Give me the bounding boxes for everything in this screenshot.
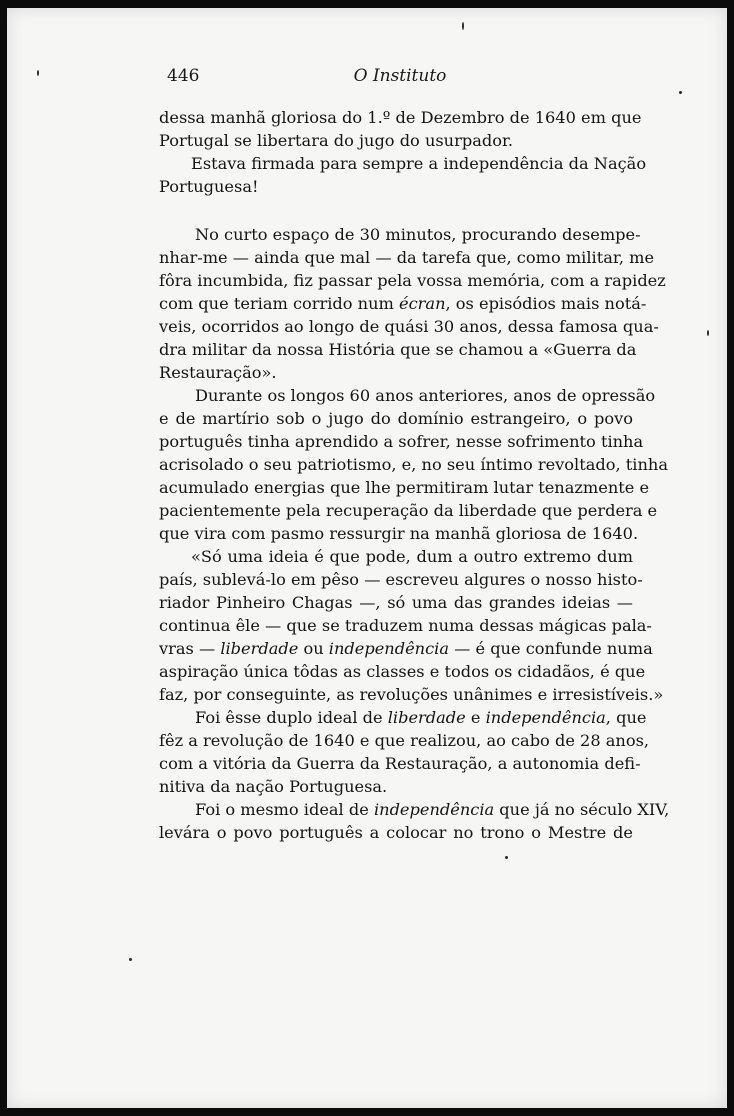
paragraph-4 — [159, 384, 668, 545]
text-line: No curto espaço de 30 minutos, procurando desempe- — [195, 225, 641, 244]
page-header — [167, 66, 633, 94]
paragraph-3 — [159, 223, 666, 384]
paragraph-1 — [159, 106, 642, 152]
text-line: fêz a revolução de 1640 e que realizou, ao cabo de 28 anos, — [159, 731, 650, 750]
scan-speck — [505, 856, 508, 859]
paragraph-gap — [159, 198, 633, 223]
text-line: riador Pinheiro Chagas —, só uma das grandes ideias — — [159, 593, 633, 612]
text-line: acrisolado o seu patriotismo, e, no seu íntimo revoltado, tinha — [159, 455, 668, 474]
text-line: que vira com pasmo ressurgir na manhã gloriosa de 1640. — [159, 524, 639, 543]
text-line: faz, por conseguinte, as revoluções unânimes e irresistíveis.» — [159, 685, 664, 704]
scan-speck — [37, 70, 39, 76]
scan-speck — [462, 22, 464, 30]
text-line: Portugal se libertara do jugo do usurpador. — [159, 131, 514, 150]
scan-speck — [129, 958, 132, 961]
page-number: 446 — [167, 66, 200, 86]
text-line: Foi êsse duplo ideal de liberdade e independência, que — [195, 708, 647, 727]
text-line: pacientemente pela recuperação da liberdade que perdera e — [159, 501, 658, 520]
body-text — [159, 106, 670, 844]
text-line: aspiração única tôdas as classes e todos os cidadãos, é que — [159, 662, 646, 681]
text-line: dessa manhã gloriosa do 1.º de Dezembro de 1640 em que — [159, 108, 642, 127]
text-line: com que teriam corrido num écran, os episódios mais notá- — [159, 294, 647, 313]
text-line: vras — liberdade ou independência — é que confunde numa — [159, 639, 653, 658]
text-line: Restauração». — [159, 363, 277, 382]
text-line: fôra incumbida, fiz passar pela vossa memória, com a rapidez — [159, 271, 666, 290]
text-line: e de martírio sob o jugo do domínio estrangeiro, o povo — [159, 409, 633, 428]
text-line: Portuguesa! — [159, 177, 259, 196]
scan-speck — [679, 91, 682, 94]
text-line: levára o povo português a colocar no trono o Mestre de — [159, 823, 633, 842]
scan-speck — [707, 330, 709, 336]
paragraph-2 — [159, 152, 647, 198]
text-line: veis, ocorridos ao longo de quási 30 anos, dessa famosa qua- — [159, 317, 659, 336]
text-line: Estava firmada para sempre a independência da Nação — [191, 154, 647, 173]
text-line: acumulado energias que lhe permitiram lutar tenazmente e — [159, 478, 650, 497]
text-line: português tinha aprendido a sofrer, nesse sofrimento tinha — [159, 432, 644, 451]
text-line: continua êle — que se traduzem numa dessas mágicas pala- — [159, 616, 652, 635]
running-title: O Instituto — [353, 66, 447, 86]
text-line: Durante os longos 60 anos anteriores, anos de opressão — [195, 386, 656, 405]
paragraph-6 — [159, 706, 650, 798]
text-line: país, sublevá-lo em pêso — escreveu algures o nosso histo- — [159, 570, 643, 589]
text-line: com a vitória da Guerra da Restauração, a autonomia defi- — [159, 754, 641, 773]
text-line: nitiva da nação Portuguesa. — [159, 777, 388, 796]
text-line: Foi o mesmo ideal de independência que já no século XIV, — [195, 800, 670, 819]
paragraph-7 — [159, 798, 670, 844]
text-line: nhar-me — ainda que mal — da tarefa que, como militar, me — [159, 248, 655, 267]
book-page — [7, 8, 727, 1108]
text-line: dra militar da nossa História que se chamou a «Guerra da — [159, 340, 637, 359]
paragraph-5-quotation — [159, 545, 664, 706]
text-line: «Só uma ideia é que pode, dum a outro extremo dum — [191, 547, 633, 566]
